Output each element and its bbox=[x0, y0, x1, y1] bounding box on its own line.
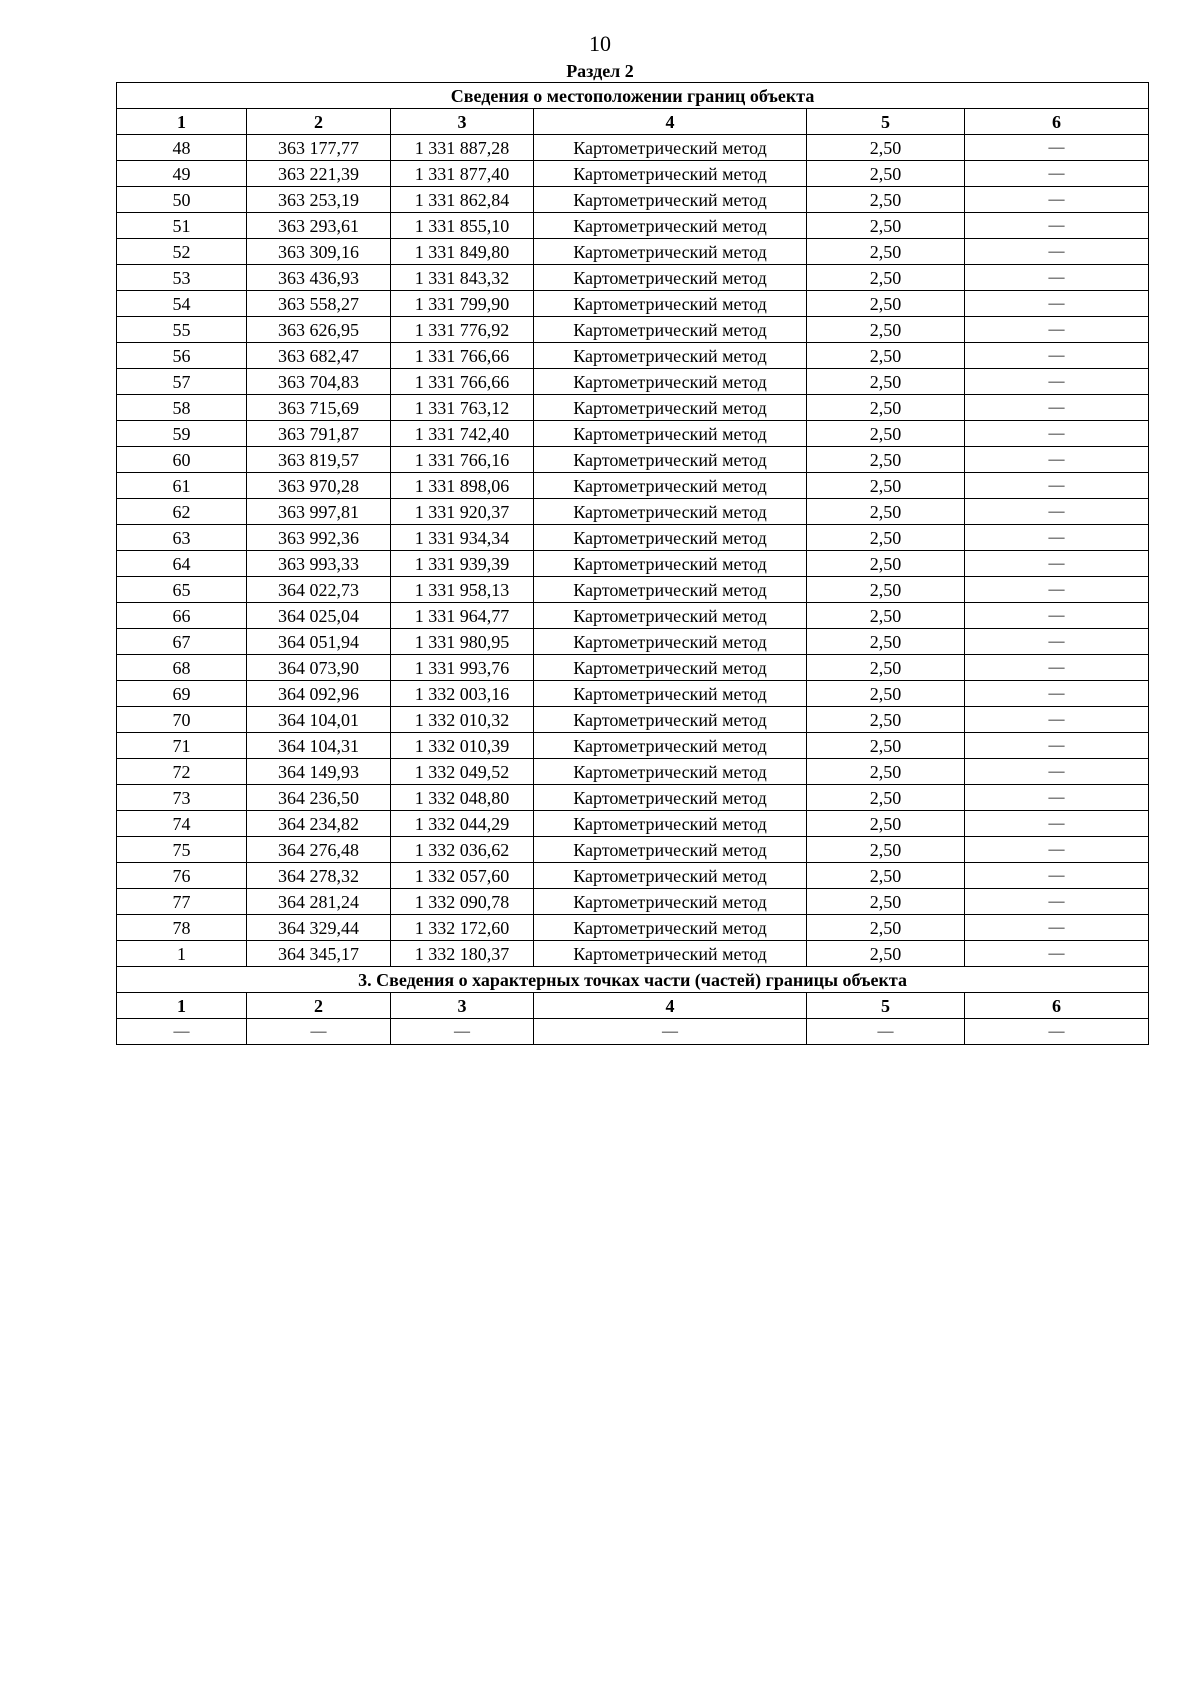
table-cell: 69 bbox=[117, 681, 247, 707]
table-cell: — bbox=[965, 759, 1149, 785]
table-row bbox=[117, 941, 1149, 967]
table-cell: Картометрический метод bbox=[534, 447, 807, 473]
table-cell: 58 bbox=[117, 395, 247, 421]
table-cell: — bbox=[965, 317, 1149, 343]
table-cell: Картометрический метод bbox=[534, 265, 807, 291]
table-cell: Картометрический метод bbox=[534, 603, 807, 629]
table-cell: Картометрический метод bbox=[534, 759, 807, 785]
table-cell: 62 bbox=[117, 499, 247, 525]
section-label: Раздел 2 bbox=[566, 61, 634, 81]
table-row bbox=[117, 525, 1149, 551]
table-cell: 2,50 bbox=[807, 603, 965, 629]
table-row bbox=[117, 395, 1149, 421]
table-cell: 2,50 bbox=[807, 317, 965, 343]
table-cell: 60 bbox=[117, 447, 247, 473]
table-cell: Картометрический метод bbox=[534, 369, 807, 395]
table-cell: Картометрический метод bbox=[534, 421, 807, 447]
table-row bbox=[117, 785, 1149, 811]
table-cell: — bbox=[965, 421, 1149, 447]
table-cell: — bbox=[965, 681, 1149, 707]
table-cell: — bbox=[965, 889, 1149, 915]
table-cell: 363 791,87 bbox=[247, 421, 391, 447]
table-cell: Картометрический метод bbox=[534, 343, 807, 369]
table-cell: 2,50 bbox=[807, 265, 965, 291]
table-cell: 2,50 bbox=[807, 473, 965, 499]
table-cell: 363 704,83 bbox=[247, 369, 391, 395]
section3-column-header: 2 bbox=[247, 993, 391, 1019]
table-cell: 363 970,28 bbox=[247, 473, 391, 499]
table-cell: 2,50 bbox=[807, 889, 965, 915]
table-cell: Картометрический метод bbox=[534, 629, 807, 655]
table-cell: 363 997,81 bbox=[247, 499, 391, 525]
table-cell: 364 025,04 bbox=[247, 603, 391, 629]
table-cell: — bbox=[965, 941, 1149, 967]
table-cell: 1 bbox=[117, 941, 247, 967]
table-cell: Картометрический метод bbox=[534, 707, 807, 733]
table-cell: — bbox=[965, 1019, 1149, 1045]
table-cell: 1 331 920,37 bbox=[391, 499, 534, 525]
table-cell: 2,50 bbox=[807, 733, 965, 759]
table-row bbox=[117, 759, 1149, 785]
table-cell: 64 bbox=[117, 551, 247, 577]
table-cell: 1 331 964,77 bbox=[391, 603, 534, 629]
table-cell: 2,50 bbox=[807, 499, 965, 525]
table-cell: 1 331 993,76 bbox=[391, 655, 534, 681]
table-cell: 75 bbox=[117, 837, 247, 863]
table-cell: — bbox=[965, 811, 1149, 837]
column-header: 2 bbox=[247, 109, 391, 135]
table-cell: — bbox=[965, 785, 1149, 811]
table-cell: 364 073,90 bbox=[247, 655, 391, 681]
table-cell: 2,50 bbox=[807, 525, 965, 551]
table-cell: 1 331 934,34 bbox=[391, 525, 534, 551]
page-number: 10 bbox=[589, 31, 611, 56]
table-cell: 363 436,93 bbox=[247, 265, 391, 291]
table-cell: 1 332 172,60 bbox=[391, 915, 534, 941]
table-cell: Картометрический метод bbox=[534, 915, 807, 941]
table-cell: 1 331 766,16 bbox=[391, 447, 534, 473]
table-cell: 1 332 010,39 bbox=[391, 733, 534, 759]
table-cell: 1 331 958,13 bbox=[391, 577, 534, 603]
table-cell: 363 253,19 bbox=[247, 187, 391, 213]
table-cell: 1 332 003,16 bbox=[391, 681, 534, 707]
table-cell: 72 bbox=[117, 759, 247, 785]
table-cell: — bbox=[965, 837, 1149, 863]
table-cell: 71 bbox=[117, 733, 247, 759]
table-cell: 2,50 bbox=[807, 681, 965, 707]
table-cell: 2,50 bbox=[807, 161, 965, 187]
table-cell: 55 bbox=[117, 317, 247, 343]
table-cell: — bbox=[965, 369, 1149, 395]
table-cell: 73 bbox=[117, 785, 247, 811]
table-row bbox=[117, 655, 1149, 681]
column-header: 6 bbox=[965, 109, 1149, 135]
table-cell: 2,50 bbox=[807, 421, 965, 447]
table-cell: 2,50 bbox=[807, 135, 965, 161]
table-cell: 2,50 bbox=[807, 291, 965, 317]
column-header: 1 bbox=[117, 109, 247, 135]
table-cell: 50 bbox=[117, 187, 247, 213]
table-cell: — bbox=[247, 1019, 391, 1045]
section3-title-row bbox=[117, 967, 1149, 993]
table-cell: 363 293,61 bbox=[247, 213, 391, 239]
section3-title: 3. Сведения о характерных точках части (частей) границы объекта bbox=[117, 967, 1149, 993]
table-cell: — bbox=[965, 603, 1149, 629]
column-header: 4 bbox=[534, 109, 807, 135]
table-cell: 364 329,44 bbox=[247, 915, 391, 941]
table-cell: 364 104,31 bbox=[247, 733, 391, 759]
table-cell: — bbox=[965, 135, 1149, 161]
table-cell: 54 bbox=[117, 291, 247, 317]
section3-header-row bbox=[117, 993, 1149, 1019]
table-cell: 364 281,24 bbox=[247, 889, 391, 915]
table-cell: 1 331 849,80 bbox=[391, 239, 534, 265]
table-cell: Картометрический метод bbox=[534, 291, 807, 317]
table-cell: Картометрический метод bbox=[534, 837, 807, 863]
table-cell: 1 332 180,37 bbox=[391, 941, 534, 967]
table-cell: Картометрический метод bbox=[534, 499, 807, 525]
table-row bbox=[117, 603, 1149, 629]
table-cell: — bbox=[965, 213, 1149, 239]
table-cell: 2,50 bbox=[807, 447, 965, 473]
table-cell: 2,50 bbox=[807, 941, 965, 967]
table-cell: 2,50 bbox=[807, 785, 965, 811]
table-cell: Картометрический метод bbox=[534, 317, 807, 343]
table-cell: 363 309,16 bbox=[247, 239, 391, 265]
table-cell: — bbox=[391, 1019, 534, 1045]
table-cell: 364 149,93 bbox=[247, 759, 391, 785]
section3-column-header: 6 bbox=[965, 993, 1149, 1019]
table-cell: 78 bbox=[117, 915, 247, 941]
table-cell: 364 278,32 bbox=[247, 863, 391, 889]
table-cell: 363 221,39 bbox=[247, 161, 391, 187]
section3-column-header: 1 bbox=[117, 993, 247, 1019]
table-cell: 61 bbox=[117, 473, 247, 499]
table-cell: 2,50 bbox=[807, 213, 965, 239]
table-cell: 364 022,73 bbox=[247, 577, 391, 603]
table-row bbox=[117, 837, 1149, 863]
table-cell: 56 bbox=[117, 343, 247, 369]
table-cell: 363 819,57 bbox=[247, 447, 391, 473]
table-cell: Картометрический метод bbox=[534, 681, 807, 707]
table-cell: 364 104,01 bbox=[247, 707, 391, 733]
table-cell: 364 234,82 bbox=[247, 811, 391, 837]
table-cell: 1 331 776,92 bbox=[391, 317, 534, 343]
table-cell: — bbox=[965, 239, 1149, 265]
table-cell: — bbox=[965, 265, 1149, 291]
table-cell: 2,50 bbox=[807, 369, 965, 395]
table-cell: 1 332 049,52 bbox=[391, 759, 534, 785]
table-cell: 1 331 799,90 bbox=[391, 291, 534, 317]
table-cell: — bbox=[965, 863, 1149, 889]
table-cell: 52 bbox=[117, 239, 247, 265]
table-cell: 1 331 766,66 bbox=[391, 343, 534, 369]
table-cell: — bbox=[965, 395, 1149, 421]
table-cell: 1 332 057,60 bbox=[391, 863, 534, 889]
table-row bbox=[117, 135, 1149, 161]
table-cell: 68 bbox=[117, 655, 247, 681]
table-cell: 74 bbox=[117, 811, 247, 837]
table-cell: 2,50 bbox=[807, 577, 965, 603]
table-cell: 1 332 044,29 bbox=[391, 811, 534, 837]
table-cell: — bbox=[965, 343, 1149, 369]
table-cell: 2,50 bbox=[807, 915, 965, 941]
table-row bbox=[117, 161, 1149, 187]
table-cell: 1 331 939,39 bbox=[391, 551, 534, 577]
table-cell: 2,50 bbox=[807, 343, 965, 369]
table-row bbox=[117, 239, 1149, 265]
table-cell: 1 331 980,95 bbox=[391, 629, 534, 655]
table-cell: Картометрический метод bbox=[534, 525, 807, 551]
table-cell: 1 331 763,12 bbox=[391, 395, 534, 421]
table-cell: Картометрический метод bbox=[534, 733, 807, 759]
table-cell: — bbox=[965, 733, 1149, 759]
table-cell: 2,50 bbox=[807, 187, 965, 213]
table-cell: Картометрический метод bbox=[534, 239, 807, 265]
table-row bbox=[117, 499, 1149, 525]
table-cell: Картометрический метод bbox=[534, 473, 807, 499]
table-cell: Картометрический метод bbox=[534, 941, 807, 967]
column-header-row bbox=[117, 109, 1149, 135]
table-cell: — bbox=[965, 187, 1149, 213]
table-cell: Картометрический метод bbox=[534, 785, 807, 811]
table-title-row bbox=[117, 83, 1149, 109]
table-cell: 48 bbox=[117, 135, 247, 161]
table-cell: 364 345,17 bbox=[247, 941, 391, 967]
table-row bbox=[117, 811, 1149, 837]
section3-column-header: 4 bbox=[534, 993, 807, 1019]
table-cell: 364 092,96 bbox=[247, 681, 391, 707]
table-cell: 1 331 887,28 bbox=[391, 135, 534, 161]
table-row bbox=[117, 915, 1149, 941]
table-cell: 1 331 742,40 bbox=[391, 421, 534, 447]
table-cell: — bbox=[965, 161, 1149, 187]
table-cell: 76 bbox=[117, 863, 247, 889]
table-cell: 1 332 010,32 bbox=[391, 707, 534, 733]
table-cell: 65 bbox=[117, 577, 247, 603]
table-cell: 363 682,47 bbox=[247, 343, 391, 369]
table-cell: — bbox=[965, 473, 1149, 499]
table-cell: Картометрический метод bbox=[534, 577, 807, 603]
table-cell: — bbox=[807, 1019, 965, 1045]
table-cell: 1 332 036,62 bbox=[391, 837, 534, 863]
table-cell: 364 051,94 bbox=[247, 629, 391, 655]
table-cell: 2,50 bbox=[807, 863, 965, 889]
table-cell: 2,50 bbox=[807, 655, 965, 681]
table-row bbox=[117, 707, 1149, 733]
table-cell: 70 bbox=[117, 707, 247, 733]
table-cell: 53 bbox=[117, 265, 247, 291]
table-cell: Картометрический метод bbox=[534, 889, 807, 915]
table-cell: 2,50 bbox=[807, 239, 965, 265]
table-cell: Картометрический метод bbox=[534, 551, 807, 577]
table-cell: Картометрический метод bbox=[534, 863, 807, 889]
table-cell: — bbox=[965, 915, 1149, 941]
table-cell: 363 177,77 bbox=[247, 135, 391, 161]
table-cell: — bbox=[534, 1019, 807, 1045]
table-cell: 2,50 bbox=[807, 551, 965, 577]
table-cell: — bbox=[965, 447, 1149, 473]
table-row bbox=[117, 213, 1149, 239]
table-cell: 1 332 048,80 bbox=[391, 785, 534, 811]
table-row bbox=[117, 369, 1149, 395]
table-cell: 1 331 766,66 bbox=[391, 369, 534, 395]
table-cell: 364 236,50 bbox=[247, 785, 391, 811]
table-cell: 1 332 090,78 bbox=[391, 889, 534, 915]
table-cell: — bbox=[965, 655, 1149, 681]
table-row bbox=[117, 343, 1149, 369]
table-cell: 1 331 898,06 bbox=[391, 473, 534, 499]
table-row bbox=[117, 733, 1149, 759]
table-cell: Картометрический метод bbox=[534, 811, 807, 837]
table-row bbox=[117, 551, 1149, 577]
table-cell: 1 331 855,10 bbox=[391, 213, 534, 239]
table-row bbox=[117, 681, 1149, 707]
table-cell: 363 626,95 bbox=[247, 317, 391, 343]
table-cell: 49 bbox=[117, 161, 247, 187]
table-cell: 59 bbox=[117, 421, 247, 447]
table-cell: 2,50 bbox=[807, 707, 965, 733]
section3-data-row bbox=[117, 1019, 1149, 1045]
section3-column-header: 5 bbox=[807, 993, 965, 1019]
table-row bbox=[117, 421, 1149, 447]
table-row bbox=[117, 291, 1149, 317]
table-cell: Картометрический метод bbox=[534, 135, 807, 161]
table-row bbox=[117, 317, 1149, 343]
table-cell: 2,50 bbox=[807, 811, 965, 837]
table-row bbox=[117, 265, 1149, 291]
table-cell: Картометрический метод bbox=[534, 161, 807, 187]
table-cell: Картометрический метод bbox=[534, 395, 807, 421]
table-row bbox=[117, 863, 1149, 889]
table-cell: — bbox=[965, 525, 1149, 551]
table-cell: 364 276,48 bbox=[247, 837, 391, 863]
table-row bbox=[117, 889, 1149, 915]
table-cell: — bbox=[965, 577, 1149, 603]
table-row bbox=[117, 629, 1149, 655]
table-cell: 1 331 877,40 bbox=[391, 161, 534, 187]
table-cell: 66 bbox=[117, 603, 247, 629]
column-header: 3 bbox=[391, 109, 534, 135]
table-cell: 77 bbox=[117, 889, 247, 915]
table-cell: 2,50 bbox=[807, 759, 965, 785]
table-cell: — bbox=[965, 629, 1149, 655]
section3-column-header: 3 bbox=[391, 993, 534, 1019]
table-cell: 2,50 bbox=[807, 629, 965, 655]
table-row bbox=[117, 473, 1149, 499]
table-row bbox=[117, 577, 1149, 603]
table-cell: 63 bbox=[117, 525, 247, 551]
table-cell: 363 715,69 bbox=[247, 395, 391, 421]
table-title: Сведения о местоположении границ объекта bbox=[117, 83, 1149, 109]
table-cell: — bbox=[117, 1019, 247, 1045]
table-cell: — bbox=[965, 551, 1149, 577]
table-row bbox=[117, 447, 1149, 473]
column-header: 5 bbox=[807, 109, 965, 135]
table-cell: Картометрический метод bbox=[534, 655, 807, 681]
table-cell: 2,50 bbox=[807, 395, 965, 421]
table-cell: 363 992,36 bbox=[247, 525, 391, 551]
table-cell: 363 993,33 bbox=[247, 551, 391, 577]
table-cell: 57 bbox=[117, 369, 247, 395]
table-row bbox=[117, 187, 1149, 213]
table-cell: — bbox=[965, 291, 1149, 317]
table-cell: 1 331 843,32 bbox=[391, 265, 534, 291]
table-cell: — bbox=[965, 707, 1149, 733]
table-cell: 363 558,27 bbox=[247, 291, 391, 317]
table-cell: Картометрический метод bbox=[534, 213, 807, 239]
table-cell: 67 bbox=[117, 629, 247, 655]
table-cell: 2,50 bbox=[807, 837, 965, 863]
boundary-table bbox=[116, 82, 1149, 1045]
table-cell: 51 bbox=[117, 213, 247, 239]
table-cell: Картометрический метод bbox=[534, 187, 807, 213]
table-cell: — bbox=[965, 499, 1149, 525]
table-cell: 1 331 862,84 bbox=[391, 187, 534, 213]
